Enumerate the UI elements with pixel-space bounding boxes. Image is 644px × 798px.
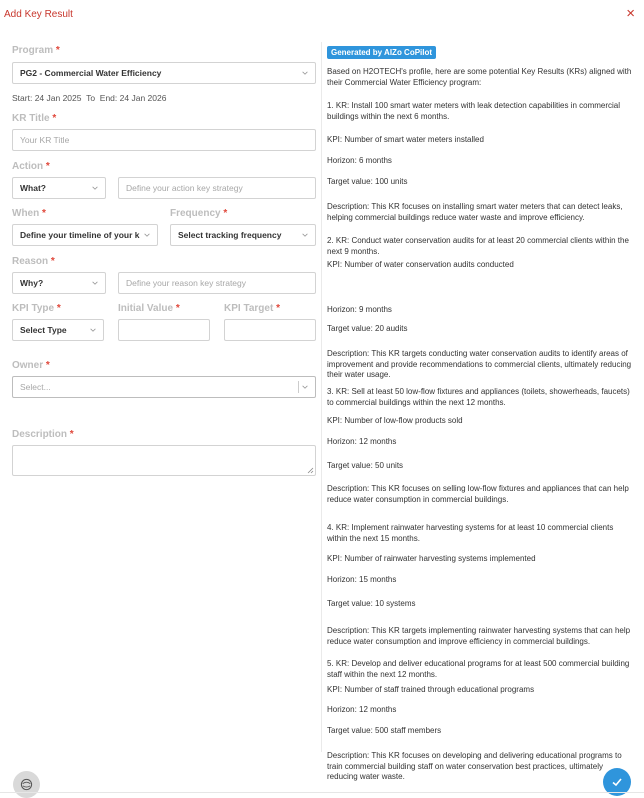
reason-select[interactable]: Why?	[12, 272, 106, 294]
action-select[interactable]: What?	[12, 177, 106, 199]
kr-title-input[interactable]: Your KR Title	[12, 129, 316, 151]
copilot-paragraph: Horizon: 15 months	[327, 575, 397, 584]
when-label: When *	[12, 208, 46, 219]
start-date: 24 Jan 2025	[34, 93, 82, 103]
copilot-paragraph: Target value: 50 units	[327, 461, 404, 470]
copilot-paragraph: Horizon: 12 months	[327, 437, 397, 446]
kr-title-label: KR Title *	[12, 113, 57, 124]
copilot-paragraph: KPI: Number of staff trained through educational programs	[327, 685, 535, 694]
copilot-paragraph: Description: This KR targets implementing rainwater harvesting systems that can help reduce water consumption and improve efficiency in commercial buildings.	[327, 626, 631, 646]
resize-grip-icon[interactable]	[307, 467, 314, 474]
chevron-down-icon	[301, 69, 309, 77]
initial-value-label: Initial Value *	[118, 303, 180, 314]
kpi-target-input[interactable]	[224, 319, 316, 341]
description-textarea[interactable]	[12, 445, 316, 476]
copilot-paragraph: Horizon: 12 months	[327, 705, 397, 714]
copilot-paragraph: Based on H2OTECH's profile, here are some potential Key Results (KRs) aligned with their Commercial Water Efficiency program:	[327, 67, 632, 87]
when-select[interactable]: Define your timeline of your k	[12, 224, 158, 246]
copilot-paragraph: Target value: 20 audits	[327, 324, 408, 333]
initial-value-input[interactable]	[118, 319, 210, 341]
chevron-down-icon	[91, 279, 99, 287]
owner-select[interactable]: Select...	[12, 376, 316, 398]
copilot-paragraph: KPI: Number of low-flow products sold	[327, 416, 463, 425]
copilot-paragraph: 4. KR: Implement rainwater harvesting systems for at least 10 commercial clients within the next 15 months.	[327, 523, 614, 543]
kpi-type-label: KPI Type *	[12, 303, 61, 314]
kpi-target-label: KPI Target *	[224, 303, 280, 314]
select-separator	[298, 381, 299, 393]
copilot-paragraph: Description: This KR focuses on selling low-flow fixtures and appliances that can help reduce water consumption in commercial buildings.	[327, 484, 629, 504]
program-select[interactable]	[12, 62, 316, 84]
copilot-paragraph: Description: This KR focuses on installing smart water meters that can detect leaks, helping commercial buildings reduce water waste and improve efficiency.	[327, 202, 623, 222]
kpi-type-select[interactable]: Select Type	[12, 319, 104, 341]
frequency-select[interactable]: Select tracking frequency	[170, 224, 316, 246]
owner-label: Owner *	[12, 360, 50, 371]
copilot-paragraph: 5. KR: Develop and deliver educational programs for at least 500 commercial building staff within the next 12 months.	[327, 659, 630, 679]
chevron-down-icon	[301, 231, 309, 239]
program-value: PG2 - Commercial Water Efficiency	[20, 68, 162, 78]
end-date: 24 Jan 2026	[119, 93, 167, 103]
copilot-paragraph: Description: This KR focuses on developing and delivering educational programs to train commercial building staff on water conservation best practices, ultimately reducing water waste.	[327, 751, 622, 781]
program-dates: Start: 24 Jan 2025 To End: 24 Jan 2026	[12, 93, 167, 103]
chevron-down-icon	[91, 184, 99, 192]
copilot-paragraph: Target value: 500 staff members	[327, 726, 442, 735]
chevron-down-icon	[143, 231, 151, 239]
reason-input[interactable]: Define your reason key strategy	[118, 272, 316, 294]
dialog-title: Add Key Result	[4, 9, 73, 20]
copilot-paragraph: 3. KR: Sell at least 50 low-flow fixtures and appliances (toilets, showerheads, faucets) to commercial buildings within the next 12 months.	[327, 387, 630, 407]
close-icon[interactable]: ×	[626, 5, 635, 22]
copilot-paragraph: Target value: 10 systems	[327, 599, 416, 608]
copilot-paragraph: Description: This KR targets conducting water conservation audits to identify areas of improvement and provide recommendations to commercial clients, ultimately reducing their water usage.	[327, 349, 632, 379]
footer-divider	[0, 792, 644, 793]
chevron-down-icon	[89, 326, 97, 334]
copilot-paragraph: 1. KR: Install 100 smart water meters with leak detection capabilities in commercial buildings within the next 6 months.	[327, 101, 621, 121]
panel-divider	[321, 42, 322, 752]
frequency-label: Frequency *	[170, 208, 228, 219]
action-input[interactable]: Define your action key strategy	[118, 177, 316, 199]
copilot-badge: Generated by AIZo CoPilot	[327, 46, 436, 59]
copilot-paragraph: Horizon: 9 months	[327, 305, 392, 314]
check-icon	[611, 776, 623, 788]
copilot-paragraph: KPI: Number of water conservation audits conducted	[327, 260, 514, 269]
copilot-paragraph: 2. KR: Conduct water conservation audits for at least 20 commercial clients within the next 9 months.	[327, 236, 629, 256]
copilot-paragraph: KPI: Number of rainwater harvesting systems implemented	[327, 554, 536, 563]
copilot-paragraph: Horizon: 6 months	[327, 156, 392, 165]
copilot-paragraph: KPI: Number of smart water meters installed	[327, 135, 484, 144]
program-label: Program *	[12, 45, 60, 56]
copilot-glyph	[20, 778, 33, 791]
copilot-paragraph: Target value: 100 units	[327, 177, 408, 186]
reason-label: Reason *	[12, 256, 55, 267]
chevron-down-icon	[301, 383, 309, 391]
copilot-panel	[327, 42, 632, 781]
description-label: Description *	[12, 429, 74, 440]
action-label: Action *	[12, 161, 50, 172]
